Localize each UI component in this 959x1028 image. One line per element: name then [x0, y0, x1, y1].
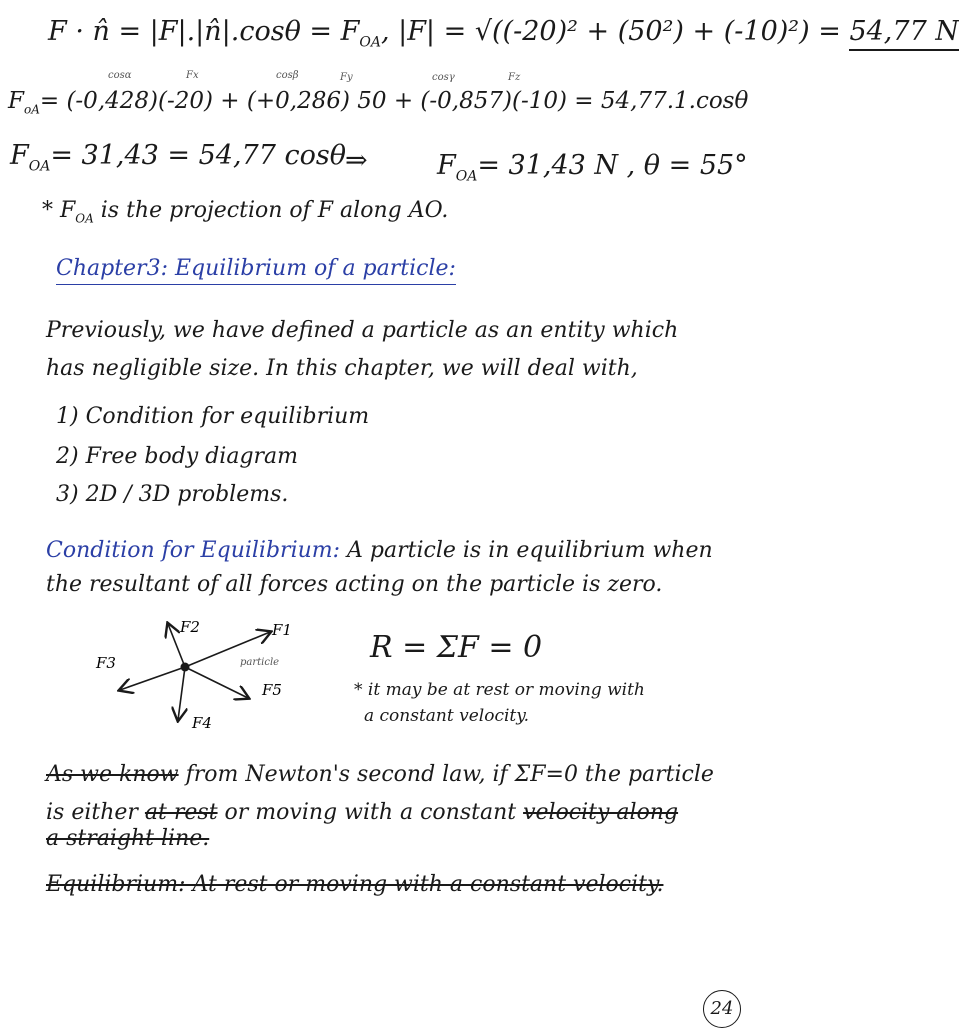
label-fy: Fy — [340, 72, 353, 83]
newton-line-3: a straight line. — [46, 826, 210, 851]
chapter-title: Chapter3: Equilibrium of a particle: — [56, 256, 456, 285]
foa-symbol-4: F — [437, 150, 456, 181]
note-text: is the projection of F along AO. — [93, 198, 449, 223]
label-f3: F3 — [96, 654, 116, 672]
label-f2: F2 — [180, 618, 200, 636]
newton-struck-2: at rest — [144, 800, 218, 825]
foa-equation: = 31,43 = 54,77 cosθ — [50, 140, 346, 171]
label-fx: Fx — [186, 70, 199, 81]
result-values: = 31,43 N , θ = 55° — [477, 150, 748, 181]
foa-subscript-3: OA — [28, 158, 51, 175]
components-expr: = (-0,428)(-20) + (+0,286) 50 + (-0,857)(-10) = 54,77.1.cosθ — [39, 88, 749, 114]
dot-product-expr: F · n̂ = |F|.|n̂|.cosθ = F — [48, 16, 360, 47]
list-item-2: 2) Free body diagram — [56, 444, 299, 469]
force-f3-arrow — [120, 667, 185, 690]
page-number: 24 — [703, 990, 741, 1028]
particle-dot — [181, 663, 190, 672]
equation-foa-components — [8, 88, 748, 117]
implies-arrow: ⇒ — [345, 145, 368, 176]
condition-line-2: the resultant of all forces acting on the particle is zero. — [46, 572, 663, 597]
magnitude-result: 54,77 N — [849, 16, 959, 51]
equation-dot-product — [48, 16, 959, 50]
resultant-equation: R = ΣF = 0 — [370, 630, 543, 665]
label-cos-gamma: cosγ — [432, 72, 455, 83]
note-projection — [42, 198, 448, 225]
condition-heading: Condition for Equilibrium: — [46, 538, 341, 563]
list-item-1: 1) Condition for equilibrium — [56, 404, 370, 429]
condition-line-1 — [46, 538, 713, 563]
newton-text-2a: is either — [46, 800, 145, 825]
note-rest-line-2: a constant velocity. — [364, 706, 529, 726]
label-cos-alpha: cosα — [108, 70, 132, 81]
equation-result — [437, 150, 748, 184]
paragraph-line-1: Previously, we have defined a particle as an entity which — [46, 318, 679, 343]
foa-subscript-2: oA — [23, 102, 40, 117]
equilibrium-definition: Equilibrium: At rest or moving with a constant velocity. — [46, 872, 664, 897]
foa-subscript: OA — [359, 34, 381, 51]
label-f1: F1 — [272, 621, 292, 639]
foa-symbol: F — [8, 88, 24, 114]
newton-struck-1: As we know — [46, 762, 179, 787]
label-fz: Fz — [508, 72, 521, 83]
paragraph-line-2: has negligible size. In this chapter, we will deal with, — [46, 356, 638, 381]
list-item-3: 3) 2D / 3D problems. — [56, 482, 289, 507]
note-subscript: OA — [75, 211, 94, 226]
foa-subscript-4: OA — [455, 168, 478, 185]
note-prefix: * F — [42, 198, 76, 223]
force-f4-arrow — [178, 667, 185, 720]
label-f4: F4 — [192, 714, 212, 732]
label-f5: F5 — [262, 681, 282, 699]
equation-foa-value — [10, 140, 346, 174]
label-cos-beta: cosβ — [276, 70, 299, 81]
newton-line-2 — [46, 800, 678, 825]
newton-struck-3: velocity along — [523, 800, 679, 825]
newton-text-2c: or moving with a constant — [217, 800, 524, 825]
newton-text-1: from Newton's second law, if ΣF=0 the particle — [178, 762, 714, 787]
note-rest-line-1: * it may be at rest or moving with — [354, 680, 645, 700]
newton-line-1 — [46, 762, 714, 787]
magnitude-expr: , |F| = √((-20)² + (50²) + (-10)²) = — [380, 16, 850, 47]
foa-symbol-3: F — [10, 140, 29, 171]
label-particle: particle — [240, 657, 280, 668]
force-diagram — [80, 610, 340, 750]
condition-text-1: A particle is in equilibrium when — [340, 538, 713, 563]
force-f5-arrow — [185, 667, 248, 698]
